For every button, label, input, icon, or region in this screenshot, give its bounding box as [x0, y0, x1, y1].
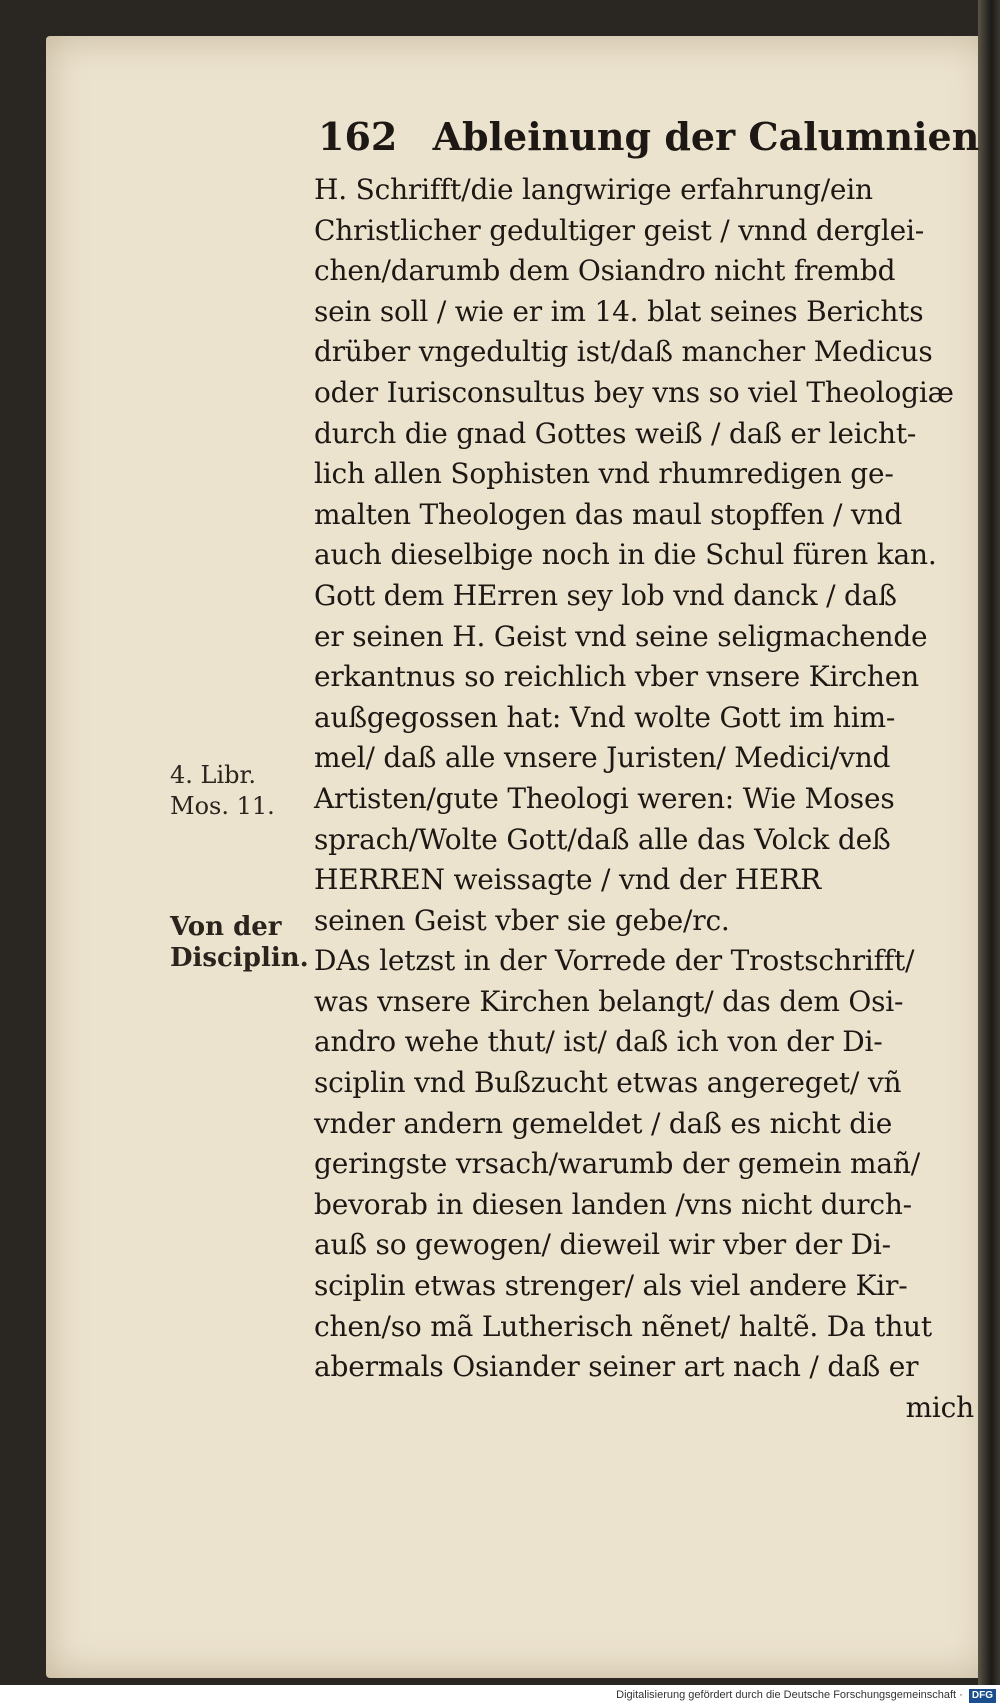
text-line: lich allen Sophisten vnd rhumredigen ge-: [314, 457, 894, 491]
marginal-note-discipline: [170, 912, 310, 974]
text-line: was vnsere Kirchen belangt/ das dem Osi-: [314, 984, 904, 1018]
text-line: erkantnus so reichlich vber vnsere Kirchen: [314, 660, 919, 694]
page-header: [318, 114, 980, 159]
text-line: malten Theologen das maul stopffen / vnd: [314, 497, 903, 531]
text-line: Artisten/gute Theologi weren: Wie Moses: [314, 781, 895, 815]
marginal-line: Disciplin.: [170, 943, 309, 973]
text-line: außgegossen hat: Vnd wolte Gott im him-: [314, 700, 896, 734]
catchword: mich: [905, 1390, 974, 1424]
page-edge: [978, 0, 1000, 1685]
text-line: sciplin vnd Bußzucht etwas angereget/ vñ: [314, 1066, 902, 1100]
text-line: sciplin etwas strenger/ als viel andere Kir-: [314, 1269, 908, 1303]
text-line: drüber vngedultig ist/daß mancher Medicus: [314, 335, 933, 369]
page-number: 162: [318, 114, 398, 159]
marginal-line: Mos. 11.: [170, 792, 275, 820]
text-line: andro wehe thut/ ist/ daß ich von der Di-: [314, 1025, 883, 1059]
text-line: H. Schrifft/die langwirige erfahrung/ein: [314, 173, 873, 206]
text-line: HERREN weissagte / vnd der HERR: [314, 863, 822, 897]
text-line: Christlicher gedultiger geist / vnnd derglei-: [314, 213, 925, 247]
marginal-line: 4. Libr.: [170, 761, 256, 789]
text-line: DAs letzst in der Vorrede der Trostschrifft/: [314, 944, 915, 978]
digitization-footer: Digitalisierung gefördert durch die Deutsche Forschungsgemeinschaft · DFG: [0, 1686, 1000, 1704]
text-line: Gott dem HErren sey lob vnd danck / daß: [314, 578, 897, 612]
text-line: auch dieselbige noch in die Schul füren kan.: [314, 538, 937, 572]
text-block: [314, 170, 974, 1428]
dfg-logo: DFG: [969, 1689, 996, 1703]
footer-text: Digitalisierung gefördert durch die Deutsche Forschungsgemeinschaft: [616, 1689, 957, 1701]
text-line: er seinen H. Geist vnd seine seligmachende: [314, 619, 928, 653]
text-line: vnder andern gemeldet / daß es nicht die: [314, 1106, 893, 1140]
text-line: chen/so mã Lutherisch nẽnet/ haltẽ. Da thut: [314, 1309, 932, 1343]
text-line: sprach/Wolte Gott/daß alle das Volck deß: [314, 822, 891, 856]
text-line: oder Iurisconsultus bey vns so viel Theologiæ: [314, 375, 954, 409]
text-line: chen/darumb dem Osiandro nicht frembd: [314, 254, 896, 288]
text-line: sein soll / wie er im 14. blat seines Berichts: [314, 294, 924, 328]
text-line: mel/ daß alle vnsere Juristen/ Medici/vnd: [314, 741, 891, 775]
text-line: auß so gewogen/ dieweil wir vber der Di-: [314, 1228, 891, 1262]
marginal-line: Von der: [170, 912, 282, 942]
running-title: Ableinung der Calumnien: [432, 114, 980, 159]
text-line: geringste vrsach/warumb der gemein mañ/: [314, 1147, 920, 1181]
text-line: durch die gnad Gottes weiß / daß er leicht-: [314, 416, 917, 450]
text-line: bevorab in diesen landen /vns nicht durch-: [314, 1187, 912, 1221]
text-line: abermals Osiander seiner art nach / daß er: [314, 1350, 919, 1384]
text-line: seinen Geist vber sie gebe/rc.: [314, 903, 730, 937]
marginal-reference-numbers: [170, 760, 310, 822]
